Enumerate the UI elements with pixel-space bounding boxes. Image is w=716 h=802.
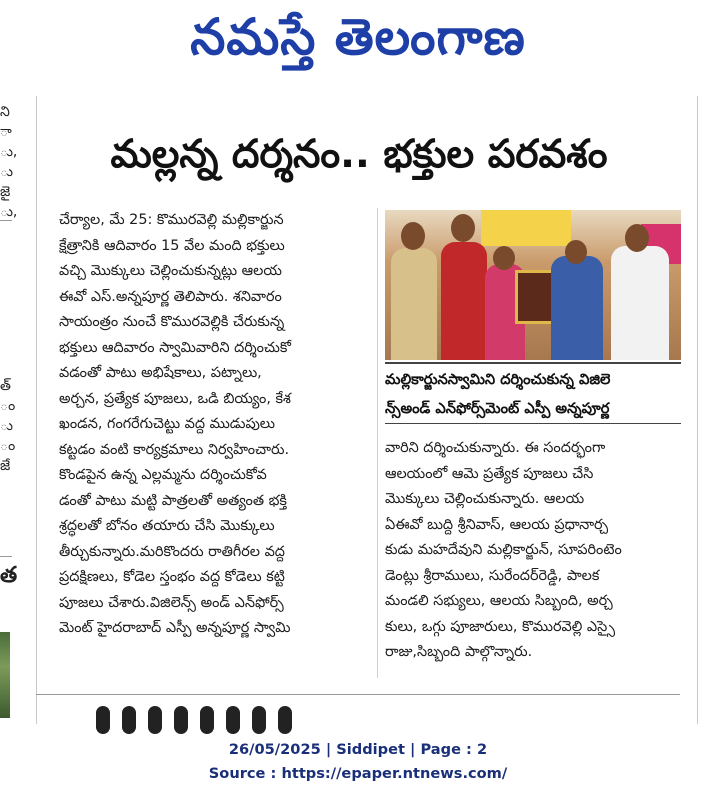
body-line: ఈవో ఎస్.అన్నపూర్ణ తెలిపారు. శనివారం — [59, 288, 282, 305]
strip-fragment: ు, — [0, 204, 18, 220]
article-body-right — [385, 436, 681, 666]
photo-person-head — [401, 222, 425, 250]
strip-fragment: ా — [0, 124, 12, 140]
photo-person-elder — [611, 246, 669, 360]
body-line: కులు, ఒగ్గు పూజారులు, కొమురవెల్లి ఎస్సై — [385, 618, 616, 635]
photo-banner — [481, 210, 571, 246]
photo-person-head — [565, 240, 587, 264]
body-line: కొండపైన ఉన్న ఎల్లమ్మను దర్శించుకోవ — [59, 467, 267, 483]
strip-fragment: ు — [0, 164, 13, 180]
masthead — [0, 0, 716, 92]
right-column-rule — [697, 96, 698, 724]
article — [36, 96, 680, 724]
article-bottom-rule — [36, 694, 680, 695]
body-line: మెంట్ హైదరాబాద్ ఎస్పీ అన్నపూర్ణ స్వామి — [59, 620, 291, 636]
body-line: మొక్కులు చెల్లించుకున్నారు. ఆలయ — [385, 491, 585, 507]
body-line: సాయంత్రం నుంచే కొమురవెల్లికి చేరుకున్న — [59, 314, 285, 330]
photo-person-head — [625, 224, 649, 252]
body-line: కుడు మహదేవుని మల్లికార్జున్, సూపరింటెం — [385, 542, 622, 558]
next-article-headline-cropped — [96, 706, 396, 720]
photo-person-priest — [441, 242, 487, 360]
body-line: క్షేత్రానికి ఆదివారం 15 వేల మంది భక్తులు — [59, 237, 285, 254]
body-line: డెంట్లు శ్రీరాములు, సురేందర్‌రెడ్డి, పాలక — [385, 567, 600, 584]
photo-person-official — [551, 256, 603, 360]
strip-fragment: ు — [0, 418, 13, 434]
article-photo — [385, 210, 681, 360]
footer-source-line: Source : https://epaper.ntnews.com/ — [208, 765, 508, 782]
strip-fragment-bold: త — [0, 563, 18, 588]
body-line: పూజలు చేశారు.విజిలెన్స్ అండ్ ఎన్‌ఫోర్స్ — [59, 594, 284, 611]
strip-fragment: త్ — [0, 378, 11, 394]
body-line: వారిని దర్శించుకున్నారు. ఈ సందర్భంగా — [385, 440, 606, 456]
body-line: ఖండన, గంగరేగుచెట్టు వద్ద ముడుపులు — [59, 416, 275, 432]
body-line: వచ్చి మొక్కులు చెల్లించుకున్నట్లు ఆలయ — [59, 263, 282, 279]
strip-divider — [0, 220, 12, 221]
body-line: మండలి సభ్యులు, ఆలయ సిబ్బంది, అర్చ — [385, 593, 613, 609]
body-line: తీర్చుకున్నారు.మరికొందరు రాతిగీరల వద్ద — [59, 543, 285, 560]
article-body-left — [59, 208, 389, 642]
photo-person-head — [451, 214, 475, 242]
body-line: అర్చన, ప్రత్యేక పూజలు, ఒడి బియ్యం, కేశ — [59, 390, 291, 407]
strip-fragment: ు, — [0, 144, 18, 160]
strip-fragment: ం — [0, 438, 16, 454]
caption-line: న్స్‌అండ్ ఎన్‌ఫోర్స్‌మెంట్ ఎస్పీ అన్నపూర్ణ — [385, 400, 610, 417]
strip-photo-edge — [0, 632, 10, 718]
photo-person-police — [391, 248, 437, 360]
strip-fragment: ం — [0, 398, 16, 414]
caption-line: మల్లికార్జునస్వామిని దర్శించుకున్న విజిలె — [385, 371, 611, 388]
body-line: ప్రదక్షిణలు, కోడెల స్తంభం వద్ద కోడెలు కట్టి — [59, 569, 285, 585]
strip-divider — [0, 556, 12, 557]
article-headline: మల్లన్న దర్శనం.. భక్తుల పరవశం — [110, 132, 608, 177]
strip-fragment: ని — [0, 104, 10, 120]
body-line: ఏఈవో బుద్ది శ్రీనివాస్, ఆలయ ప్రధానార్చ — [385, 516, 609, 533]
body-line: కట్టడం వంటి కార్యక్రమాలు నిర్వహించారు. — [59, 441, 290, 458]
strip-fragment: జే — [0, 458, 11, 474]
body-line: డంతో పాటు మట్టి పాత్రలతో అత్యంత భక్తి — [59, 492, 287, 509]
body-line: రాజు,సిబ్బంది పాల్గొన్నారు. — [385, 644, 533, 660]
photo-deity-frame — [515, 270, 555, 324]
strip-fragment: జై — [0, 184, 11, 200]
photo-person-head — [493, 246, 515, 270]
photo-caption — [385, 362, 681, 424]
masthead-title: నమస్తే తెలంగాణ — [190, 8, 526, 66]
body-line: శ్రద్ధలతో బోనం తయారు చేసి మొక్కులు — [59, 518, 275, 534]
body-line: వడంతో పాటు అభిషేకాలు, పట్నాలు, — [59, 365, 262, 381]
left-strip-middle — [0, 376, 15, 476]
body-line: చేర్యాల, మే 25: కొమురవెల్లి మల్లికార్జున — [59, 212, 284, 228]
footer-date-line: 26/05/2025 | Siddipet | Page : 2 — [228, 741, 488, 758]
body-line: భక్తులు ఆదివారం స్వామివారిని దర్శించుకో — [59, 339, 291, 356]
source-footer — [0, 738, 716, 786]
left-strip-top — [0, 102, 17, 222]
body-line: ఆలయంలో ఆమె ప్రత్యేక పూజలు చేసి — [385, 465, 594, 482]
